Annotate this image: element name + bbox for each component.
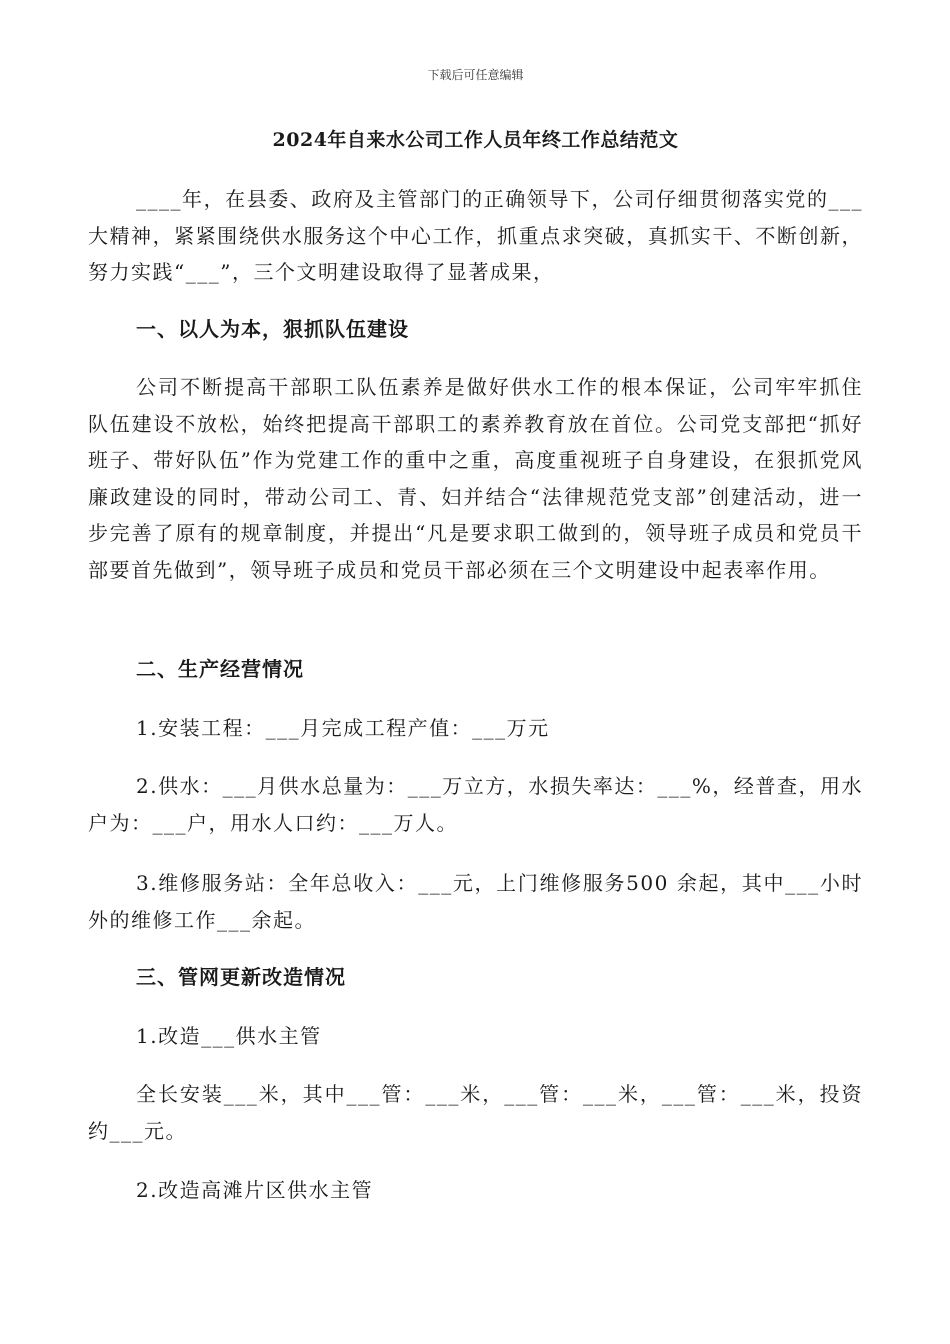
section-3-item-1: 1.改造___供水主管 bbox=[136, 1024, 322, 1048]
section-2-item-1: 1.安装工程：___月完成工程产值：___万元 bbox=[136, 716, 550, 740]
document-title: 2024年自来水公司工作人员年终工作总结范文 bbox=[272, 129, 679, 151]
intro-paragraph: ____年，在县委、政府及主管部门的正确领导下，公司仔细贯彻落实党的___大精神，紧紧围绕供水服务这个中心工作，抓重点求突破，真抓实干、不断创新，努力实践“___”，三个文明建设取得了显著成果， bbox=[88, 187, 863, 284]
section-3-item-2: 全长安装___米，其中___管：___米，___管：___米，___管：___米，投资约___元。 bbox=[88, 1082, 863, 1143]
section-1-paragraph: 公司不断提高干部职工队伍素养是做好供水工作的根本保证，公司牢牢抓住队伍建设不放松，始终把提高干部职工的素养教育放在首位。公司党支部把“抓好班子、带好队伍”作为党建工作的重中之重，高度重视班子自身建设，在狠抓党风廉政建设的同时，带动公司工、青、妇并结合“法律规范党支部”创建活动，进一步完善了原有的规章制度，并提出“凡是要求职工做到的，领导班子成员和党员干部要首先做到”，领导班子成员和党员干部必须在三个文明建设中起表率作用。 bbox=[88, 375, 863, 582]
section-heading-2: 二、生产经营情况 bbox=[136, 657, 304, 681]
section-heading-3: 三、管网更新改造情况 bbox=[136, 965, 346, 989]
section-heading-1: 一、以人为本，狠抓队伍建设 bbox=[136, 317, 409, 341]
document-page bbox=[88, 0, 863, 1344]
header-note: 下载后可任意编辑 bbox=[427, 68, 524, 82]
section-2-item-3: 3.维修服务站：全年总收入：___元，上门维修服务500 余起，其中___小时外的维修工作___余起。 bbox=[88, 871, 863, 932]
section-2-item-2: 2.供水：___月供水总量为：___万立方，水损失率达：___%，经普查，用水户为：___户，用水人口约：___万人。 bbox=[88, 774, 863, 835]
section-3-item-3: 2.改造高滩片区供水主管 bbox=[136, 1178, 374, 1202]
